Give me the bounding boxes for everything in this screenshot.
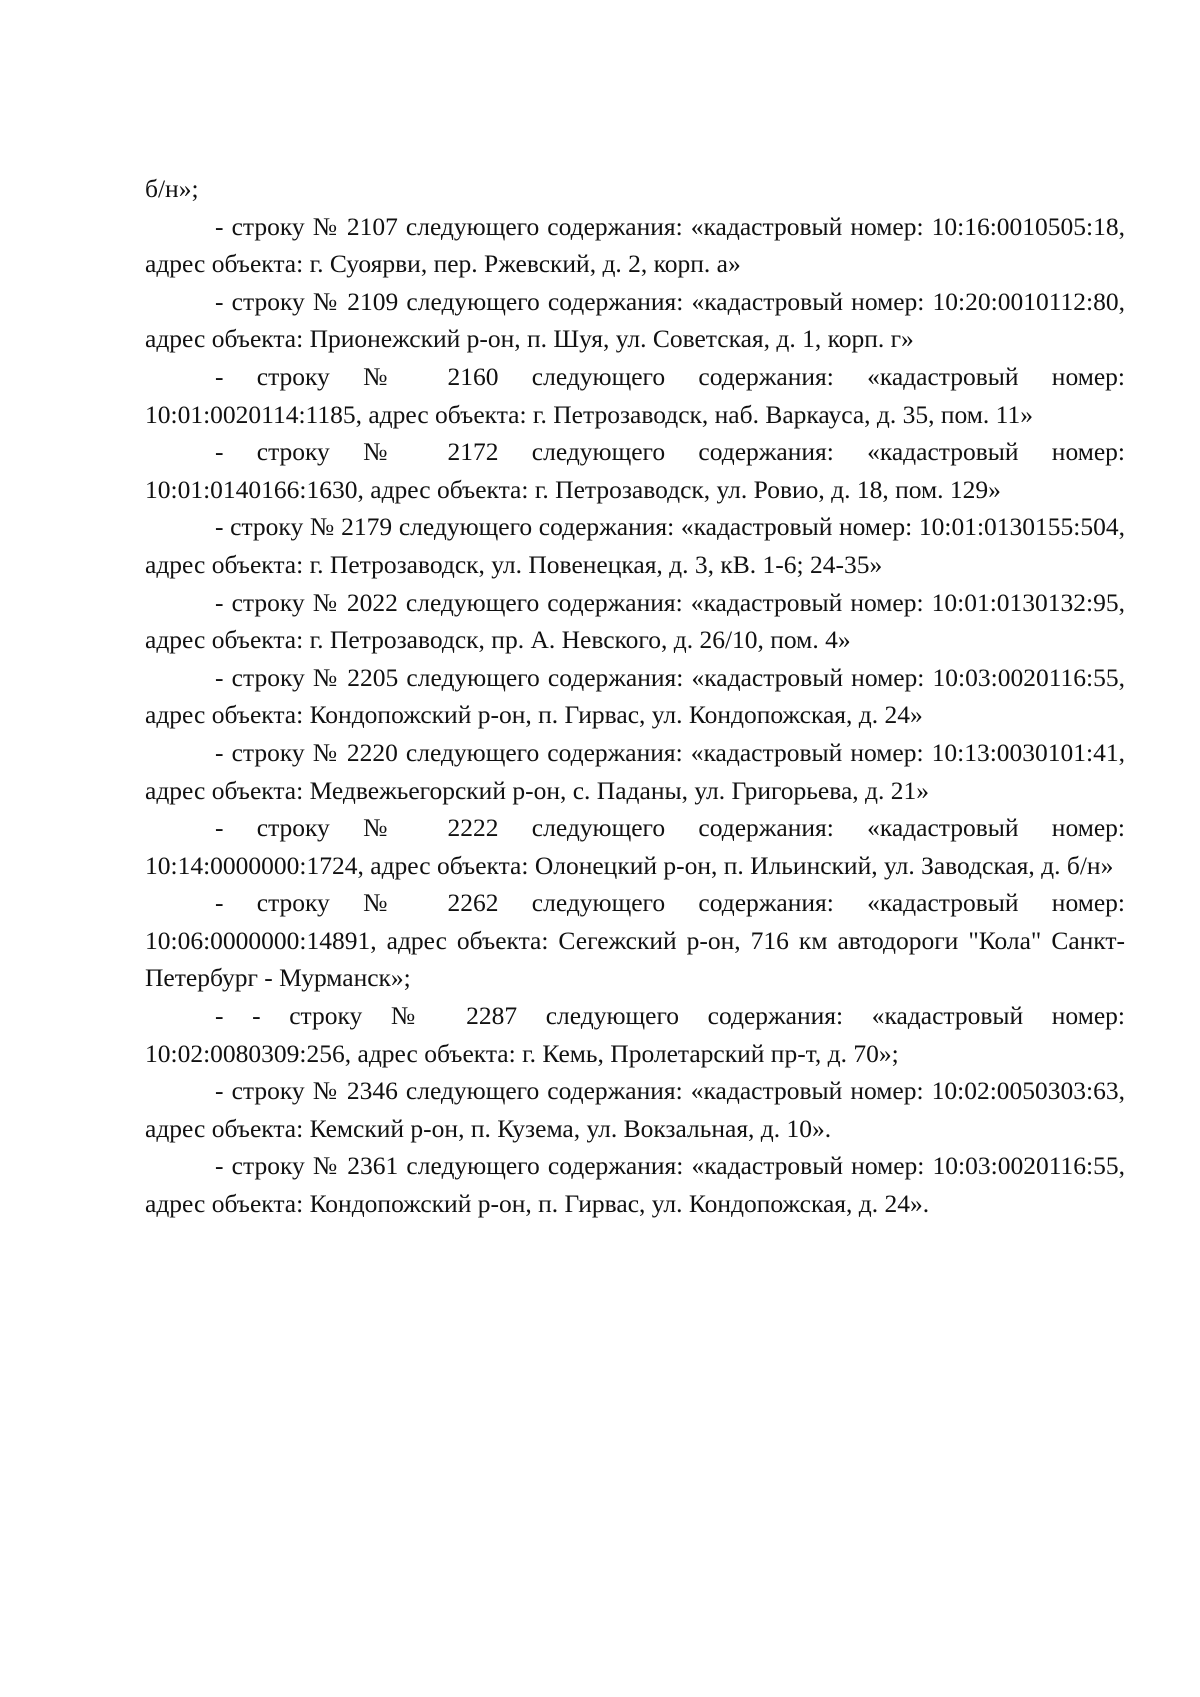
paragraph-row-2205: - строку № 2205 следующего содержания: «кадастровый номер: 10:03:0020116:55, адрес объекта: Кондопожский р-он, п. Гирвас, ул. Кондопожская, д. 24»	[145, 662, 1125, 730]
paragraph-row-2107: - строку № 2107 следующего содержания: «кадастровый номер: 10:16:0010505:18, адрес объекта: г. Суоярви, пер. Ржевский, д. 2, корп. а»	[145, 211, 1125, 279]
paragraph-row-2220: - строку № 2220 следующего содержания: «кадастровый номер: 10:13:0030101:41, адрес объекта: Медвежьегорский р-он, с. Паданы, ул. Григорьева, д. 21»	[145, 737, 1125, 805]
document-body	[145, 170, 1125, 1223]
paragraph-row-2262: - строку № 2262 следующего содержания: «кадастровый номер: 10:06:0000000:14891, адрес объекта: Сегежский р-он, 716 км автодороги "Кола" Санкт-Петербург - Мурманск»;	[145, 888, 1125, 993]
paragraph-continuation: б/н»;	[145, 174, 199, 203]
paragraph-row-2022: - строку № 2022 следующего содержания: «кадастровый номер: 10:01:0130132:95, адрес объекта: г. Петрозаводск, пр. А. Невского, д. 26/10, пом. 4»	[145, 587, 1125, 655]
paragraph-row-2346: - строку № 2346 следующего содержания: «кадастровый номер: 10:02:0050303:63, адрес объекта: Кемский р-он, п. Кузема, ул. Вокзальная, д. 10».	[145, 1076, 1125, 1143]
paragraph-row-2109: - строку № 2109 следующего содержания: «кадастровый номер: 10:20:0010112:80, адрес объекта: Прионежский р-он, п. Шуя, ул. Советская, д. 1, корп. г»	[145, 286, 1125, 354]
paragraph-row-2160: - строку № 2160 следующего содержания: «кадастровый номер: 10:01:0020114:1185, адрес объекта: г. Петрозаводск, наб. Варкауса, д. 35, пом. 11»	[145, 361, 1125, 429]
paragraph-row-2179: - строку № 2179 следующего содержания: «кадастровый номер: 10:01:0130155:504, адрес объекта: г. Петрозаводск, ул. Повенецкая, д. 3, кВ. 1-6; 24-35»	[145, 512, 1125, 579]
paragraph-row-2222: - строку № 2222 следующего содержания: «кадастровый номер: 10:14:0000000:1724, адрес объекта: Олонецкий р-он, п. Ильинский, ул. Заводская, д. б/н»	[145, 813, 1125, 880]
paragraph-row-2172: - строку № 2172 следующего содержания: «кадастровый номер: 10:01:0140166:1630, адрес объекта: г. Петрозаводск, ул. Ровио, д. 18, пом. 129»	[145, 437, 1125, 504]
paragraph-row-2287: - - строку № 2287 следующего содержания: «кадастровый номер: 10:02:0080309:256, адрес объекта: г. Кемь, Пролетарский пр-т, д. 70»;	[145, 1001, 1125, 1068]
paragraph-row-2361: - строку № 2361 следующего содержания: «кадастровый номер: 10:03:0020116:55, адрес объекта: Кондопожский р-он, п. Гирвас, ул. Кондопожская, д. 24».	[145, 1151, 1125, 1219]
